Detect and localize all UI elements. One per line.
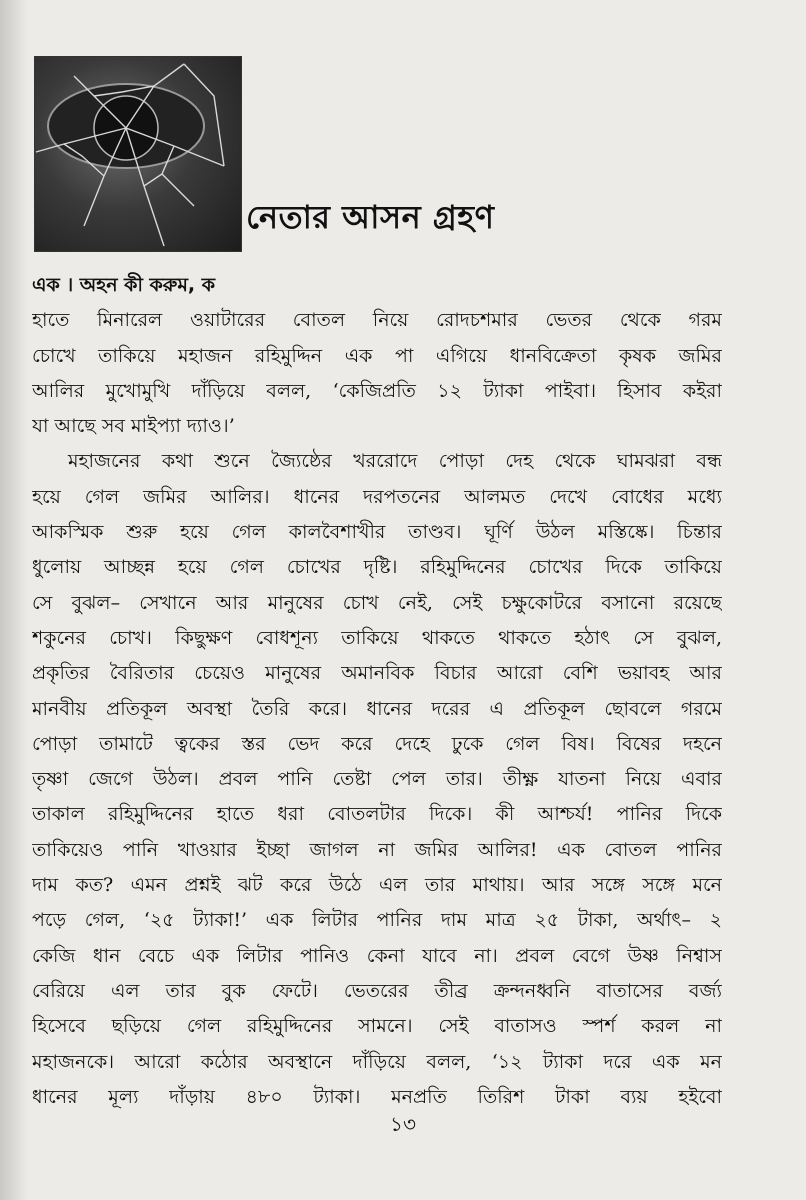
text-line: হাতে মিনারেল ওয়াটারের বোতল নিয়ে রোদচশমার ভেতর থেকে গরম bbox=[32, 309, 722, 332]
chapter-illustration-eye bbox=[34, 56, 242, 252]
text-line: তাকিয়েও পানি খাওয়ার ইচ্ছা জাগল না জমির আলির! এক বোতল পানির bbox=[32, 838, 722, 861]
text-line: মহাজনকে। আরো কঠোর অবস্থানে দাঁড়িয়ে বলল, ‘১২ ট্যাকা দরে এক মন bbox=[32, 1050, 722, 1073]
chapter-title: নেতার আসন গ্রহণ bbox=[246, 198, 495, 236]
text-line: পড়ে গেল, ‘২৫ ট্যাকা!’ এক লিটার পানির দাম মাত্র ২৫ টাকা, অর্থাৎ– ২ bbox=[32, 909, 722, 932]
text-line: যা আছে সব মাইপ্যা দ্যাও।’ bbox=[32, 415, 235, 438]
text-line: চোখে তাকিয়ে মহাজন রহিমুদ্দিন এক পা এগিয়ে ধানবিক্রেতা কৃষক জমির bbox=[32, 344, 722, 367]
text-line: মহাজনের কথা শুনে জ্যৈষ্ঠের খররোদে পোড়া দেহ থেকে ঘামঝরা বন্ধ bbox=[68, 450, 722, 473]
page-edge-shadow bbox=[0, 0, 28, 1200]
text-line: আকস্মিক শুরু হয়ে গেল কালবৈশাখীর তাণ্ডব। ঘূর্ণি উঠল মস্তিষ্কে। চিন্তার bbox=[32, 521, 722, 544]
text-line: তৃষ্ণা জেগে উঠল। প্রবল পানি তেষ্টা পেল তার। তীক্ষ্ণ যাতনা নিয়ে এবার bbox=[32, 768, 722, 791]
text-line: শকুনের চোখ। কিছুক্ষণ বোধশূন্য তাকিয়ে থাকতে থাকতে হঠাৎ সে বুঝল, bbox=[32, 626, 722, 649]
text-line: দাম কত? এমন প্রশ্নই ঝট করে উঠে এল তার মাথায়। আর সঙ্গে সঙ্গে মনে bbox=[32, 874, 722, 897]
text-line: পোড়া তামাটে ত্বকের স্তর ভেদ করে দেহে ঢুকে গেল বিষ। বিষের দহনে bbox=[32, 732, 722, 755]
body-text bbox=[32, 268, 722, 1115]
text-line: তাকাল রহিমুদ্দিনের হাতে ধরা বোতলটার দিকে। কী আশ্চর্য! পানির দিকে bbox=[32, 803, 722, 826]
text-line: আলির মুখোমুখি দাঁড়িয়ে বলল, ‘কেজিপ্রতি ১২ ট্যাকা পাইবা। হিসাব কইরা bbox=[32, 379, 722, 402]
text-line: কেজি ধান বেচে এক লিটার পানিও কেনা যাবে না। প্রবল বেগে উষ্ণ নিশ্বাস bbox=[32, 944, 722, 967]
page-number: ১৩ bbox=[390, 1112, 416, 1136]
text-line: ধুলোয় আচ্ছন্ন হয়ে গেল চোখের দৃষ্টি। রহিমুদ্দিনের চোখের দিকে তাকিয়ে bbox=[32, 556, 722, 579]
text-line: বেরিয়ে এল তার বুক ফেটে। ভেতরের তীব্র ক্রন্দনধ্বনি বাতাসের বর্জ্য bbox=[32, 979, 722, 1002]
text-line: সে বুঝল– সেখানে আর মানুষের চোখ নেই, সেই চক্ষুকোটরে বসানো রয়েছে bbox=[32, 591, 722, 614]
text-line: এক ‌। অহন কী করুম, ক bbox=[32, 274, 216, 296]
text-line: হয়ে গেল জমির আলির। ধানের দরপতনের আলমত দেখে বোধের মধ্যে bbox=[32, 485, 722, 508]
text-line: মানবীয় প্রতিকূল অবস্থা তৈরি করে। ধানের দরের এ প্রতিকূল ছোবলে গরমে bbox=[32, 697, 722, 720]
text-line: হিসেবে ছড়িয়ে গেল রহিমুদ্দিনের সামনে। সেই বাতাসও স্পর্শ করল না bbox=[32, 1015, 722, 1038]
text-line: ধানের মূল্য দাঁড়ায় ৪৮০ ট্যাকা। মনপ্রতি তিরিশ টাকা ব্যয় হইবো bbox=[32, 1085, 722, 1108]
text-line: প্রকৃতির বৈরিতার চেয়েও মানুষের অমানবিক বিচার আরো বেশি ভয়াবহ আর bbox=[32, 662, 722, 685]
